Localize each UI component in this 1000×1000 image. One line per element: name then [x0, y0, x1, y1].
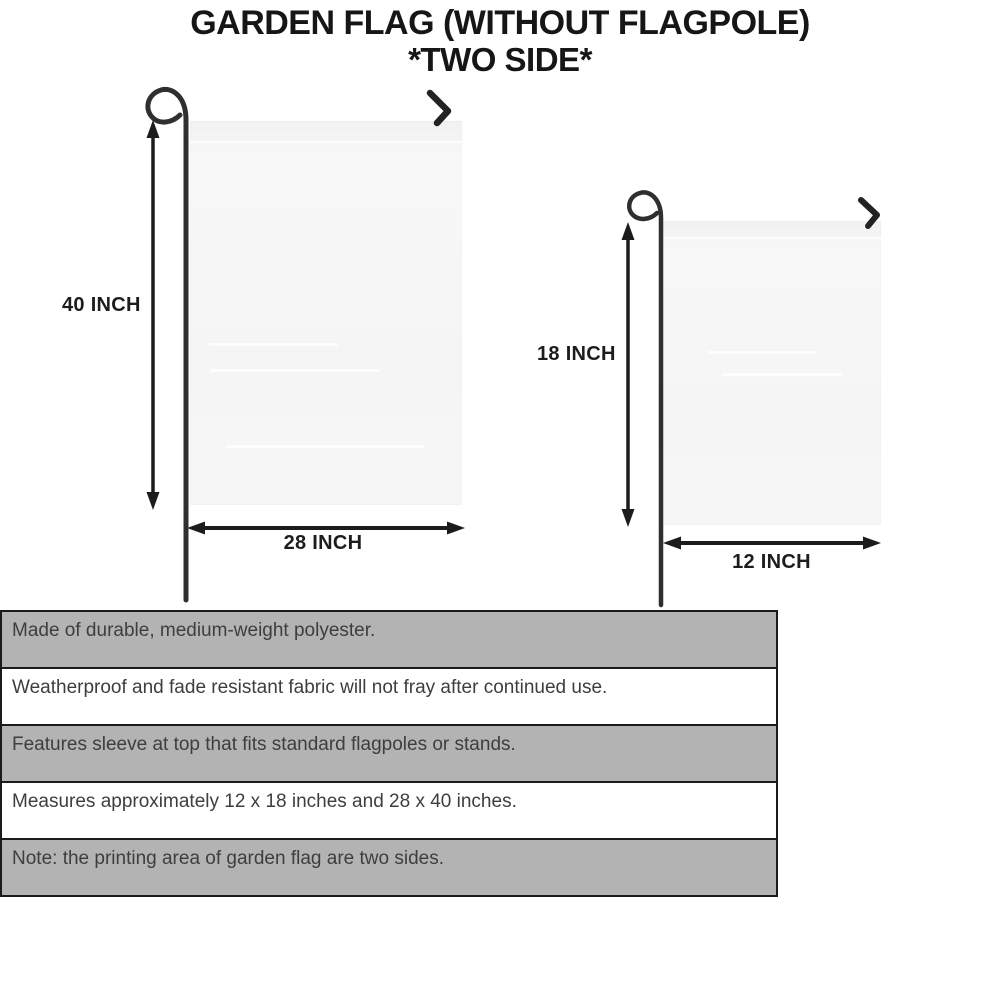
- small-flag-fabric: [662, 221, 881, 525]
- flagpole-loop-icon: [629, 192, 661, 605]
- large-flag-sleeve-seam: [190, 141, 462, 144]
- small-flag-sleeve-seam: [662, 237, 881, 240]
- flagpole-hook-icon: [430, 93, 448, 123]
- fabric-fold-line: [208, 343, 338, 346]
- feature-row: [2, 612, 776, 669]
- large-flag-width-label: 28 INCH: [283, 532, 363, 554]
- feature-text: Made of durable, medium-weight polyester.: [12, 620, 376, 641]
- feature-row: [2, 669, 776, 726]
- dimension-arrow-icon: [663, 537, 881, 550]
- dimension-arrow-icon: [622, 222, 635, 527]
- feature-row: [2, 840, 776, 895]
- feature-text: Measures approximately 12 x 18 inches and 28 x 40 inches.: [12, 791, 517, 812]
- feature-text: Note: the printing area of garden flag are two sides.: [12, 848, 444, 869]
- feature-text: Features sleeve at top that fits standard flagpoles or stands.: [12, 734, 516, 755]
- fabric-fold-line: [210, 369, 380, 372]
- title-line-2: *TWO SIDE*: [408, 41, 592, 79]
- small-flag-height-label: 18 INCH: [537, 343, 616, 365]
- title-line-1: GARDEN FLAG (WITHOUT FLAGPOLE): [190, 4, 810, 42]
- small-flag-width-label: 12 INCH: [732, 551, 811, 573]
- feature-row: [2, 726, 776, 783]
- feature-row: [2, 783, 776, 840]
- large-flag-height-label: 40 INCH: [62, 294, 141, 316]
- fabric-fold-line: [225, 445, 425, 448]
- large-flag-fabric: [190, 121, 462, 505]
- fabric-fold-line: [722, 373, 842, 376]
- feature-text: Weatherproof and fade resistant fabric will not fray after continued use.: [12, 677, 608, 698]
- page-title: [0, 4, 1000, 79]
- dimension-arrow-icon: [147, 120, 160, 510]
- flagpole-loop-icon: [148, 89, 186, 600]
- fabric-fold-line: [707, 351, 817, 354]
- feature-table: [0, 610, 778, 897]
